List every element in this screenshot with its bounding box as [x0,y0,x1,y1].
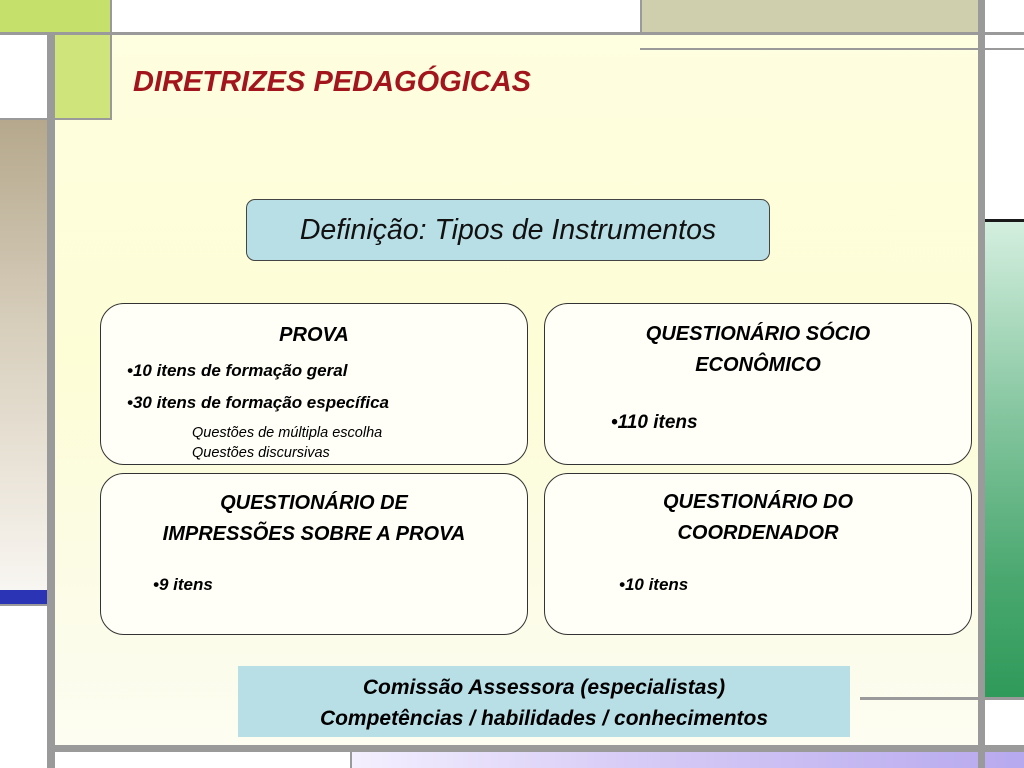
decor-line-h-left [0,118,110,120]
card-prova-sub-1: Questões de múltipla escolha [192,425,383,441]
card-coordenador-title-line1: QUESTIONÁRIO DO [662,491,853,513]
card-prova [100,303,528,465]
decor-line-v-bottom [350,752,352,768]
commission-box [238,666,850,737]
decor-line-h-top [0,32,1024,35]
definition-text: Definição: Tipos de Instrumentos [299,213,717,246]
commission-line-1: Comissão Assessora (especialistas) [362,676,726,699]
definition-box [246,199,770,261]
card-coordenador-bullet: •10 itens [619,575,689,594]
card-socio-title-line1: QUESTIONÁRIO SÓCIO [645,323,871,345]
card-impressoes-bullet: •9 itens [153,575,213,594]
decor-line-h-bottom [55,745,1024,752]
decor-olive-box [640,0,982,34]
card-socio-title-line2: ECONÔMICO [695,354,821,376]
decor-green-square [55,35,112,120]
decor-line-v-left [47,32,55,768]
decor-bottom-lavender-band [350,752,1024,768]
card-socio-bullet: •110 itens [611,412,698,433]
card-coordenador [544,473,972,635]
decor-line-v-right [978,0,985,768]
card-prova-title: PROVA [279,324,349,346]
card-prova-bullet-2: •30 itens de formação específica [127,393,390,412]
card-prova-bullet-1: •10 itens de formação geral [127,361,348,380]
card-coordenador-title-line2: COORDENADOR [677,522,839,544]
decor-line-h-olive-under [640,48,978,50]
commission-line-2: Competências / habilidades / conhecimentos [319,707,769,730]
decor-left-tan-band [0,120,47,590]
decor-left-blue-band [0,590,47,604]
decor-line-h-right-dark [985,219,1024,222]
card-prova-sub-2: Questões discursivas [192,445,330,461]
card-impressoes-title-line1: QUESTIONÁRIO DE [220,492,408,514]
decor-line-h-right-upper [985,48,1024,50]
card-impressoes-title-line2: IMPRESSÕES SOBRE A PROVA [162,523,466,545]
decor-right-green-band [985,222,1024,697]
decor-line-h-left-lower [0,604,47,606]
card-socio-economico [544,303,972,465]
card-impressoes [100,473,528,635]
page-title: DIRETRIZES PEDAGÓGICAS [133,66,531,98]
decor-line-h-right-lower [860,697,1024,700]
decor-green-square-top [0,0,112,32]
